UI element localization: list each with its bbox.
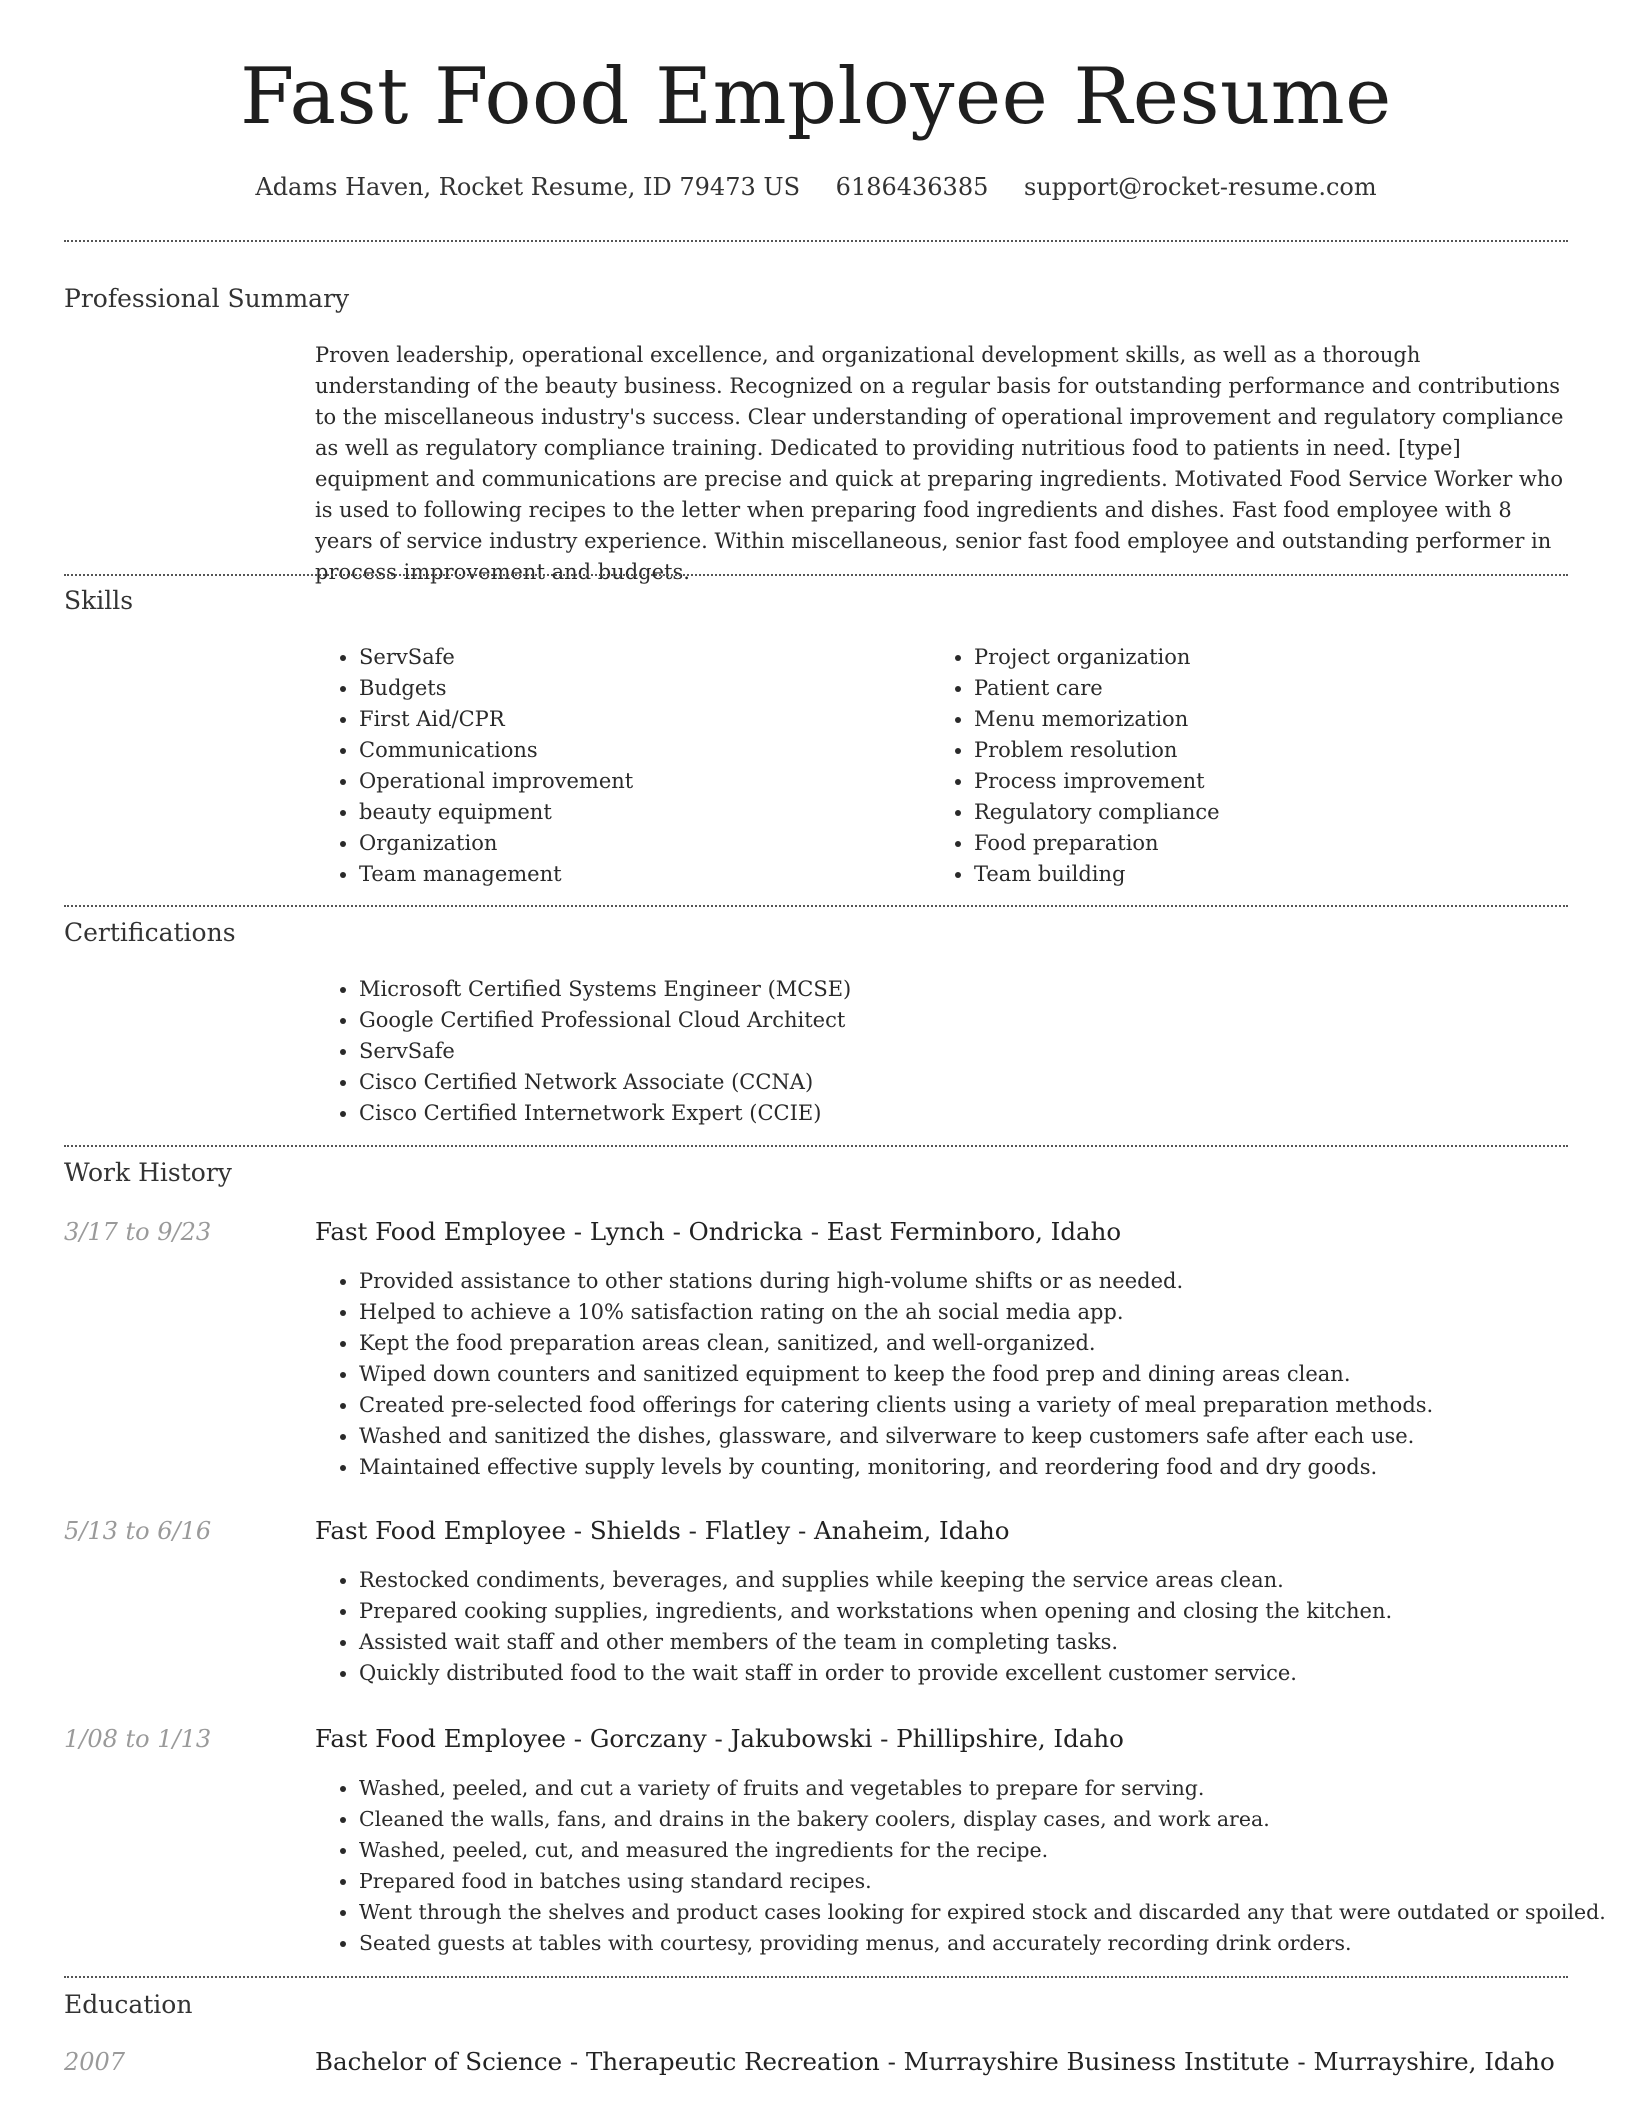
list-item: • Regulatory compliance [974, 797, 1574, 828]
contact-line [0, 173, 1632, 201]
list-item: • Google Certified Professional Cloud Architect [359, 1005, 1559, 1036]
divider [64, 1976, 1568, 1978]
contact-address: Adams Haven, Rocket Resume, ID 79473 US [255, 173, 801, 201]
contact-email: support@rocket-resume.com [1024, 173, 1377, 201]
list-item: • Communications [359, 735, 919, 766]
list-item: • beauty equipment [359, 797, 919, 828]
job-dates: 5/13 to 6/16 [64, 1517, 212, 1545]
list-item: • Created pre-selected food offerings for catering clients using a variety of meal preparation methods. [359, 1390, 1614, 1421]
list-item: • Team building [974, 859, 1574, 890]
job-bullets [315, 1266, 1614, 1483]
skills-list-left [315, 642, 919, 890]
job-bullets [315, 1565, 1614, 1689]
list-item: • Provided assistance to other stations during high-volume shifts or as needed. [359, 1266, 1614, 1297]
list-item: • Maintained effective supply levels by counting, monitoring, and reordering food and dry goods. [359, 1452, 1614, 1483]
list-item: • Washed, peeled, and cut a variety of fruits and vegetables to prepare for serving. [359, 1773, 1632, 1804]
list-item: • Project organization [974, 642, 1574, 673]
list-item: • Kept the food preparation areas clean, sanitized, and well-organized. [359, 1328, 1614, 1359]
list-item: • Budgets [359, 673, 919, 704]
section-heading-certifications: Certifications [64, 918, 236, 947]
list-item: • Microsoft Certified Systems Engineer (MCSE) [359, 974, 1559, 1005]
list-item: • ServSafe [359, 1036, 1559, 1067]
list-item: • Patient care [974, 673, 1574, 704]
list-item: • Team management [359, 859, 919, 890]
list-item: • Quickly distributed food to the wait staff in order to provide excellent customer service. [359, 1658, 1614, 1689]
job-title: Fast Food Employee - Gorczany - Jakubowski - Phillipshire, Idaho [315, 1724, 1124, 1753]
list-item: • Restocked condiments, beverages, and supplies while keeping the service areas clean. [359, 1565, 1614, 1596]
divider [64, 905, 1568, 907]
list-item: • Went through the shelves and product cases looking for expired stock and discarded any that were outdated or spoiled. [359, 1897, 1632, 1928]
list-item: • Helped to achieve a 10% satisfaction rating on the ah social media app. [359, 1297, 1614, 1328]
list-item: • Organization [359, 828, 919, 859]
skills-list-right [930, 642, 1574, 890]
section-heading-summary: Professional Summary [64, 284, 350, 313]
list-item: • Washed, peeled, cut, and measured the ingredients for the recipe. [359, 1835, 1632, 1866]
resume-title: Fast Food Employee Resume [240, 52, 1392, 142]
list-item: • Cisco Certified Internetwork Expert (CCIE) [359, 1098, 1559, 1129]
divider [64, 574, 1568, 576]
contact-phone: 6186436385 [835, 173, 989, 201]
list-item: • First Aid/CPR [359, 704, 919, 735]
job-dates: 1/08 to 1/13 [64, 1725, 212, 1753]
summary-text: Proven leadership, operational excellence, and organizational development skills, as well as a thorough understanding of the beauty business. Recognized on a regular basis for outstanding performance and contributions to the miscellaneous industry's success. Clear understanding of operational improvement and regulatory compliance as well as regulatory compliance training. Dedicated to providing nutritious food to patients in need. [type] equipment and communications are precise and quick at preparing ingredients. Motivated Food Service Worker who is used to following recipes to the letter when preparing food ingredients and dishes. Fast food employee with 8 years of service industry experience. Within miscellaneous, senior fast food employee and outstanding performer in process improvement and budgets. [315, 343, 1564, 584]
education-title: Bachelor of Science - Therapeutic Recreation - Murrayshire Business Institute - Murrayshire, Idaho [315, 2047, 1555, 2076]
divider [64, 1145, 1568, 1147]
list-item: • Assisted wait staff and other members of the team in completing tasks. [359, 1627, 1614, 1658]
divider [64, 240, 1568, 242]
job-title: Fast Food Employee - Shields - Flatley - Anaheim, Idaho [315, 1516, 1010, 1545]
list-item: • Problem resolution [974, 735, 1574, 766]
list-item: • Prepared cooking supplies, ingredients, and workstations when opening and closing the kitchen. [359, 1596, 1614, 1627]
list-item: • Cisco Certified Network Associate (CCNA) [359, 1067, 1559, 1098]
section-heading-skills: Skills [64, 586, 134, 615]
list-item: • Process improvement [974, 766, 1574, 797]
list-item: • Prepared food in batches using standard recipes. [359, 1866, 1632, 1897]
job-title: Fast Food Employee - Lynch - Ondricka - East Ferminboro, Idaho [315, 1217, 1122, 1246]
education-year: 2007 [64, 2048, 126, 2076]
list-item: • Menu memorization [974, 704, 1574, 735]
certifications-list [315, 974, 1559, 1129]
list-item: • Seated guests at tables with courtesy, providing menus, and accurately recording drink orders. [359, 1928, 1632, 1959]
list-item: • Washed and sanitized the dishes, glassware, and silverware to keep customers safe after each use. [359, 1421, 1614, 1452]
job-dates: 3/17 to 9/23 [64, 1218, 212, 1246]
list-item: • Cleaned the walls, fans, and drains in the bakery coolers, display cases, and work area. [359, 1804, 1632, 1835]
section-heading-education: Education [64, 1990, 193, 2019]
list-item: • Operational improvement [359, 766, 919, 797]
list-item: • Wiped down counters and sanitized equipment to keep the food prep and dining areas clean. [359, 1359, 1614, 1390]
section-heading-work-history: Work History [64, 1158, 232, 1187]
list-item: • Food preparation [974, 828, 1574, 859]
list-item: • ServSafe [359, 642, 919, 673]
job-bullets [315, 1773, 1632, 1959]
